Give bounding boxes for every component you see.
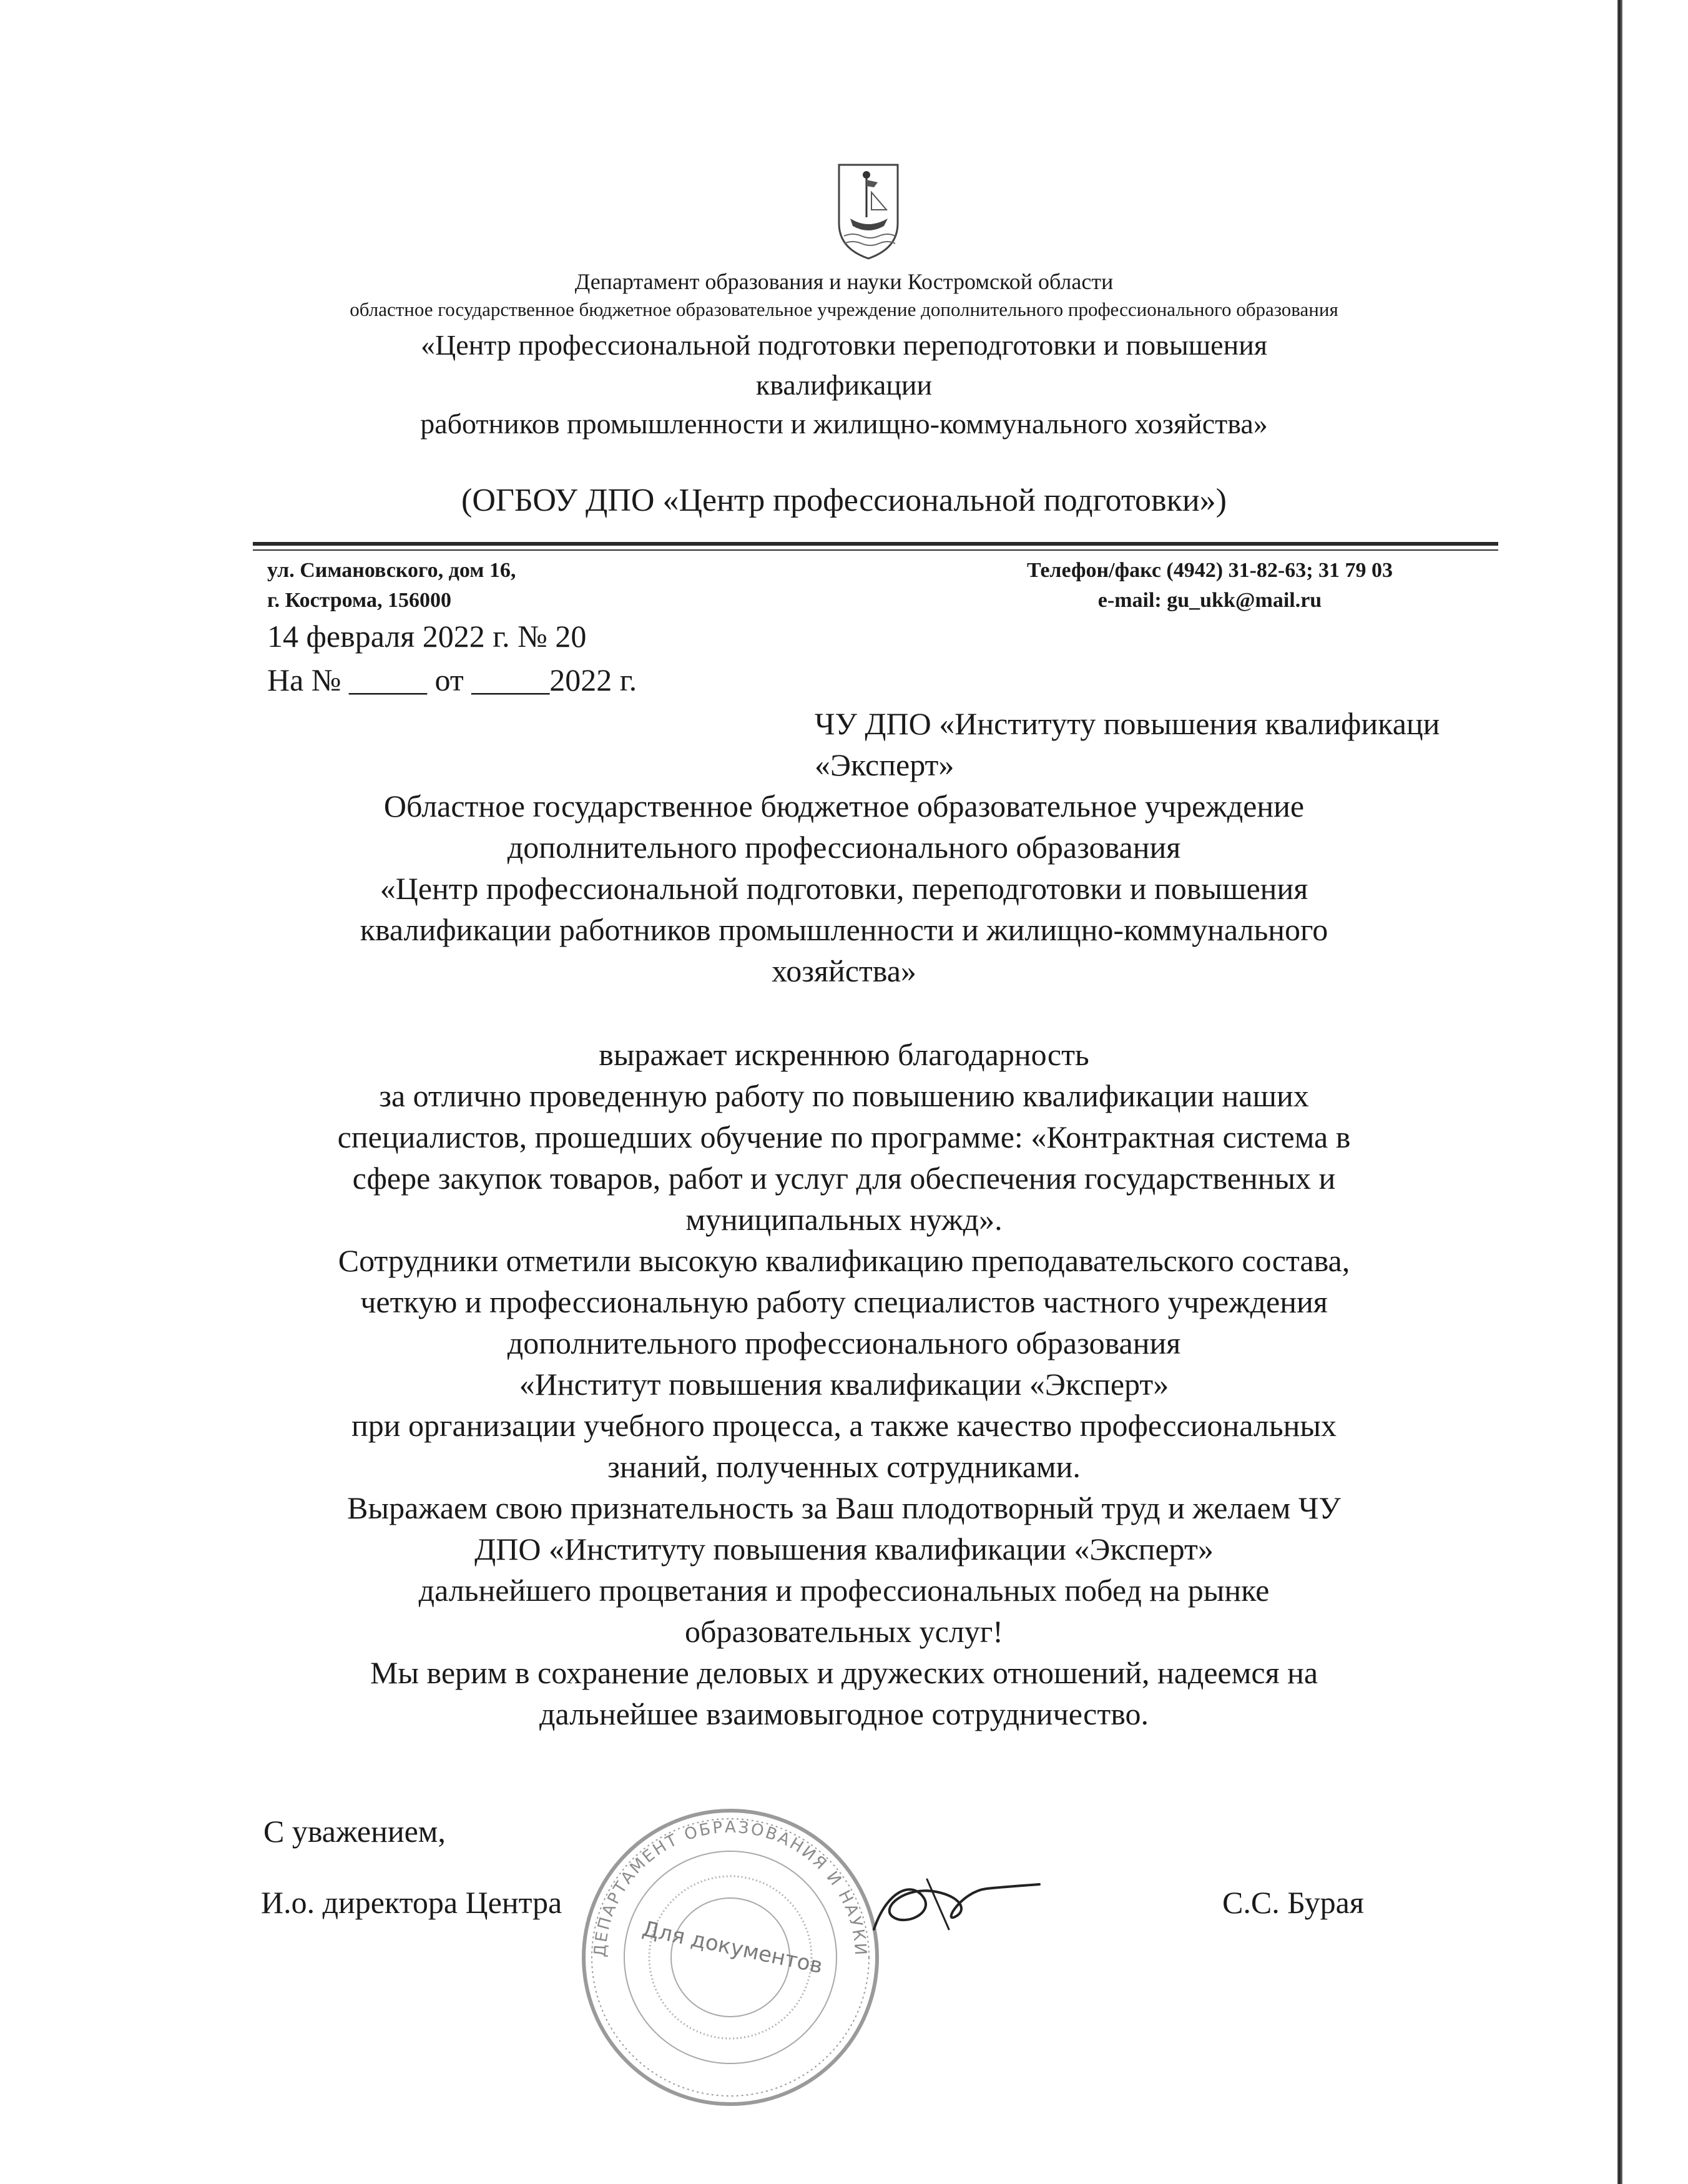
- body-line: квалификации работников промышленности и жилищно-коммунального: [360, 912, 1328, 947]
- header-divider-thin: [253, 549, 1498, 551]
- address-line2: г. Кострома, 156000: [267, 589, 451, 612]
- body-line: дальнейшего процветания и профессиональных побед на рынке: [418, 1573, 1270, 1608]
- body-line: специалистов, прошедших обучение по программе: «Контрактная система в: [337, 1119, 1351, 1154]
- letter-date-number: 14 февраля 2022 г. № 20: [267, 619, 587, 654]
- body-line: Областное государственное бюджетное образовательное учреждение: [383, 789, 1305, 824]
- signatory-name: С.С. Бурая: [1222, 1885, 1364, 1920]
- body-line: Мы верим в сохранение деловых и дружеских отношений, надеемся на: [370, 1655, 1318, 1690]
- email-address: e-mail: gu_ukk@mail.ru: [1097, 589, 1322, 612]
- handwritten-signature: [868, 1867, 1043, 1942]
- official-stamp: [574, 1801, 886, 2113]
- address-line1: ул. Симановского, дом 16,: [267, 559, 516, 582]
- header-divider-thick: [253, 542, 1498, 546]
- institution-name-line1: «Центр профессиональной подготовки переподготовки и повышения: [421, 329, 1267, 361]
- department-name: Департамент образования и науки Костромской области: [574, 269, 1114, 294]
- body-line: образовательных услуг!: [685, 1614, 1003, 1649]
- institution-name-line2: квалификации: [755, 369, 933, 401]
- body-line: Выражаем свою признательность за Ваш плодотворный труд и желаем ЧУ: [347, 1490, 1341, 1525]
- letter-reference: На № _____ от _____2022 г.: [267, 662, 637, 697]
- body-line: за отлично проведенную работу по повышению квалификации наших: [379, 1078, 1309, 1113]
- stamp-center-text: Для документов: [640, 1916, 825, 1979]
- body-line: муниципальных нужд».: [685, 1202, 1003, 1237]
- body-line: четкую и профессиональную работу специалистов частного учреждения: [360, 1284, 1328, 1319]
- addressee-line2: «Эксперт»: [815, 747, 954, 782]
- body-line: ДПО «Институту повышения квалификации «Эксперт»: [474, 1532, 1214, 1567]
- signatory-position: И.о. директора Центра: [261, 1885, 562, 1920]
- body-line: дополнительного профессионального образования: [507, 1326, 1181, 1360]
- body-line: дополнительного профессионального образования: [507, 830, 1181, 865]
- body-line: при организации учебного процесса, а также качество профессиональных: [351, 1408, 1337, 1443]
- body-line: «Центр профессиональной подготовки, переподготовки и повышения: [380, 871, 1308, 906]
- institution-type: областное государственное бюджетное образовательное учреждение дополнительного профессионального образования: [350, 298, 1338, 320]
- closing-phrase: С уважением,: [263, 1814, 446, 1849]
- body-line: знаний, полученных сотрудниками.: [607, 1449, 1081, 1484]
- body-line: выражает искреннюю благодарность: [599, 1037, 1089, 1072]
- body-line: дальнейшее взаимовыгодное сотрудничество.: [539, 1696, 1149, 1731]
- coat-of-arms-icon: [834, 161, 903, 261]
- institution-abbreviation: (ОГБОУ ДПО «Центр профессиональной подготовки»): [461, 483, 1227, 518]
- institution-name-line3: работников промышленности и жилищно-коммунального хозяйства»: [420, 408, 1268, 440]
- stamp-outer-text: ДЕПАРТАМЕНТ ОБРАЗОВАНИЯ И НАУКИ: [591, 1818, 870, 1958]
- body-line: «Институт повышения квалификации «Эксперт»: [519, 1367, 1169, 1402]
- body-line: сфере закупок товаров, работ и услуг для обеспечения государственных и: [352, 1161, 1336, 1196]
- body-line: Сотрудники отметили высокую квалификацию преподавательского состава,: [338, 1243, 1350, 1278]
- phone-fax: Телефон/факс (4942) 31-82-63; 31 79 03: [1026, 559, 1393, 582]
- body-line: хозяйства»: [772, 953, 916, 988]
- addressee-line1: ЧУ ДПО «Институту повышения квалификаци: [815, 706, 1440, 741]
